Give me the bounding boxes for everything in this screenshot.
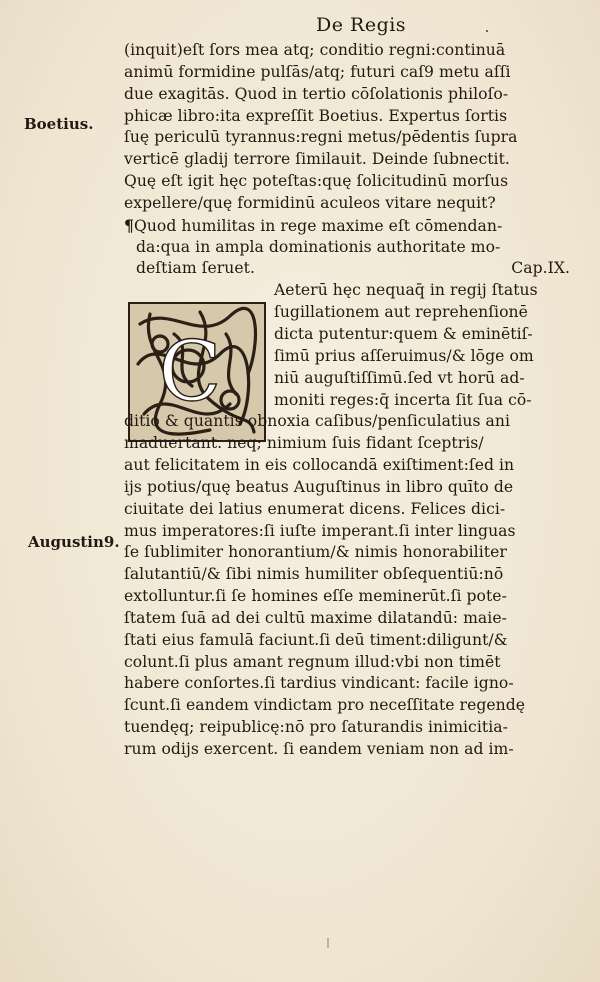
text-line: ſugillationem aut reprehenſionē [274, 303, 528, 322]
text-line: niū auguſtiſſimū.ſed vt horū ad- [274, 368, 525, 387]
text-line: ſe ſublimiter honorantium/& nimis honorabiliter [124, 543, 507, 562]
running-head: De Regis [316, 14, 407, 36]
text-line: ijs potius/quę beatus Auguſtinus in libro quīto de [124, 477, 514, 496]
text-line: mus imperatores:ſi iuſte imperant.ſi inter linguas [124, 521, 516, 540]
text-line: ſtati eius famulā faciunt.ſi deū timent:diligunt/& [124, 630, 508, 649]
text-line: colunt.ſi plus amant regnum illud:vbi non timēt [124, 652, 501, 671]
text-line: maduertant. neq; nimium ſuis fidant ſceptris/ [124, 434, 484, 453]
text-line: ditio & quantis obnoxia caſibus/penſiculatius ani [124, 412, 510, 431]
chapter-heading-line [124, 258, 572, 280]
text-line: moniti reges:q̄ incerta ſit ſua cō- [274, 390, 532, 409]
text-line: extolluntur.ſi ſe homines eſſe meminerūt.ſi pote- [124, 587, 507, 606]
text-line: rum odijs exercent. ſi eandem veniam non ad im- [124, 740, 514, 758]
text-line: ſalutantiū/& ſibi nimis humiliter obſequentiū:nō [124, 565, 504, 584]
text-line: dicta putentur:quem & eminētiſ- [274, 324, 533, 343]
text-line: verticē gladij terrore ſimilauit. Deinde ſubnectit. [124, 150, 510, 169]
text-line: habere conſortes.ſi tardius vindicant: facile igno- [124, 674, 514, 693]
margin-note-augustinus: Augustin9. [28, 533, 120, 551]
text-line: (inquit)eſt ſors mea atq; conditio regni:continuā [124, 41, 506, 59]
initial-letter: C [158, 325, 222, 420]
text-line: tuendęq; reipublicę:nō pro ſaturandis inimicitia- [124, 718, 508, 737]
text-line: phicæ libro:ita expreſſit Boetius. Expertus ſortis [124, 106, 508, 125]
chapter-heading-text: Quod humilitas in rege maxime eſt cōmendan- [133, 216, 503, 235]
text-line: animū formidine pulſās/atq; futuri caſ9 metu aſſi [124, 62, 511, 81]
margin-note-boetius: Boetius. [24, 115, 94, 133]
text-line: ſuę periculū tyrannus:regni metus/pēdentis ſupra [124, 128, 518, 147]
text-line: due exagitās. Quod in tertio cōſolationis philoſo- [124, 84, 509, 103]
main-text [124, 40, 572, 761]
paragraph-mark-icon: ¶ [124, 215, 134, 235]
text-line: Quę eſt igit hęc poteſtas:quę ſolicitudinū morſus [124, 172, 509, 191]
text-line: ſcunt.ſi eandem vindictam pro neceſſitate regendę [124, 696, 526, 715]
chapter-number: Cap.IX. [511, 259, 570, 278]
chapter-heading-text: deſtiam ſeruet. [136, 259, 255, 278]
ink-speck [486, 30, 488, 32]
text-line: Aeterū hęc nequaq̄ in regij ſtatus [274, 281, 538, 300]
page-mark [327, 938, 329, 948]
text-line: expellere/quę formidinū aculeos vitare nequit? [124, 193, 496, 212]
text-line: ciuitate dei latius enumerat dicens. Felices dici- [124, 499, 506, 518]
text-line: ſtatem ſuā ad dei cultū maxime dilatandū: maie- [124, 608, 507, 627]
text-line: ſimū prius aſſeruimus/& lōge om [274, 346, 534, 365]
text-line: aut felicitatem in eis collocandā exiſtiment:ſed in [124, 456, 515, 475]
chapter-heading-line [124, 215, 572, 237]
chapter-heading-line: da:qua in ampla dominationis authoritate mo- [136, 237, 501, 256]
